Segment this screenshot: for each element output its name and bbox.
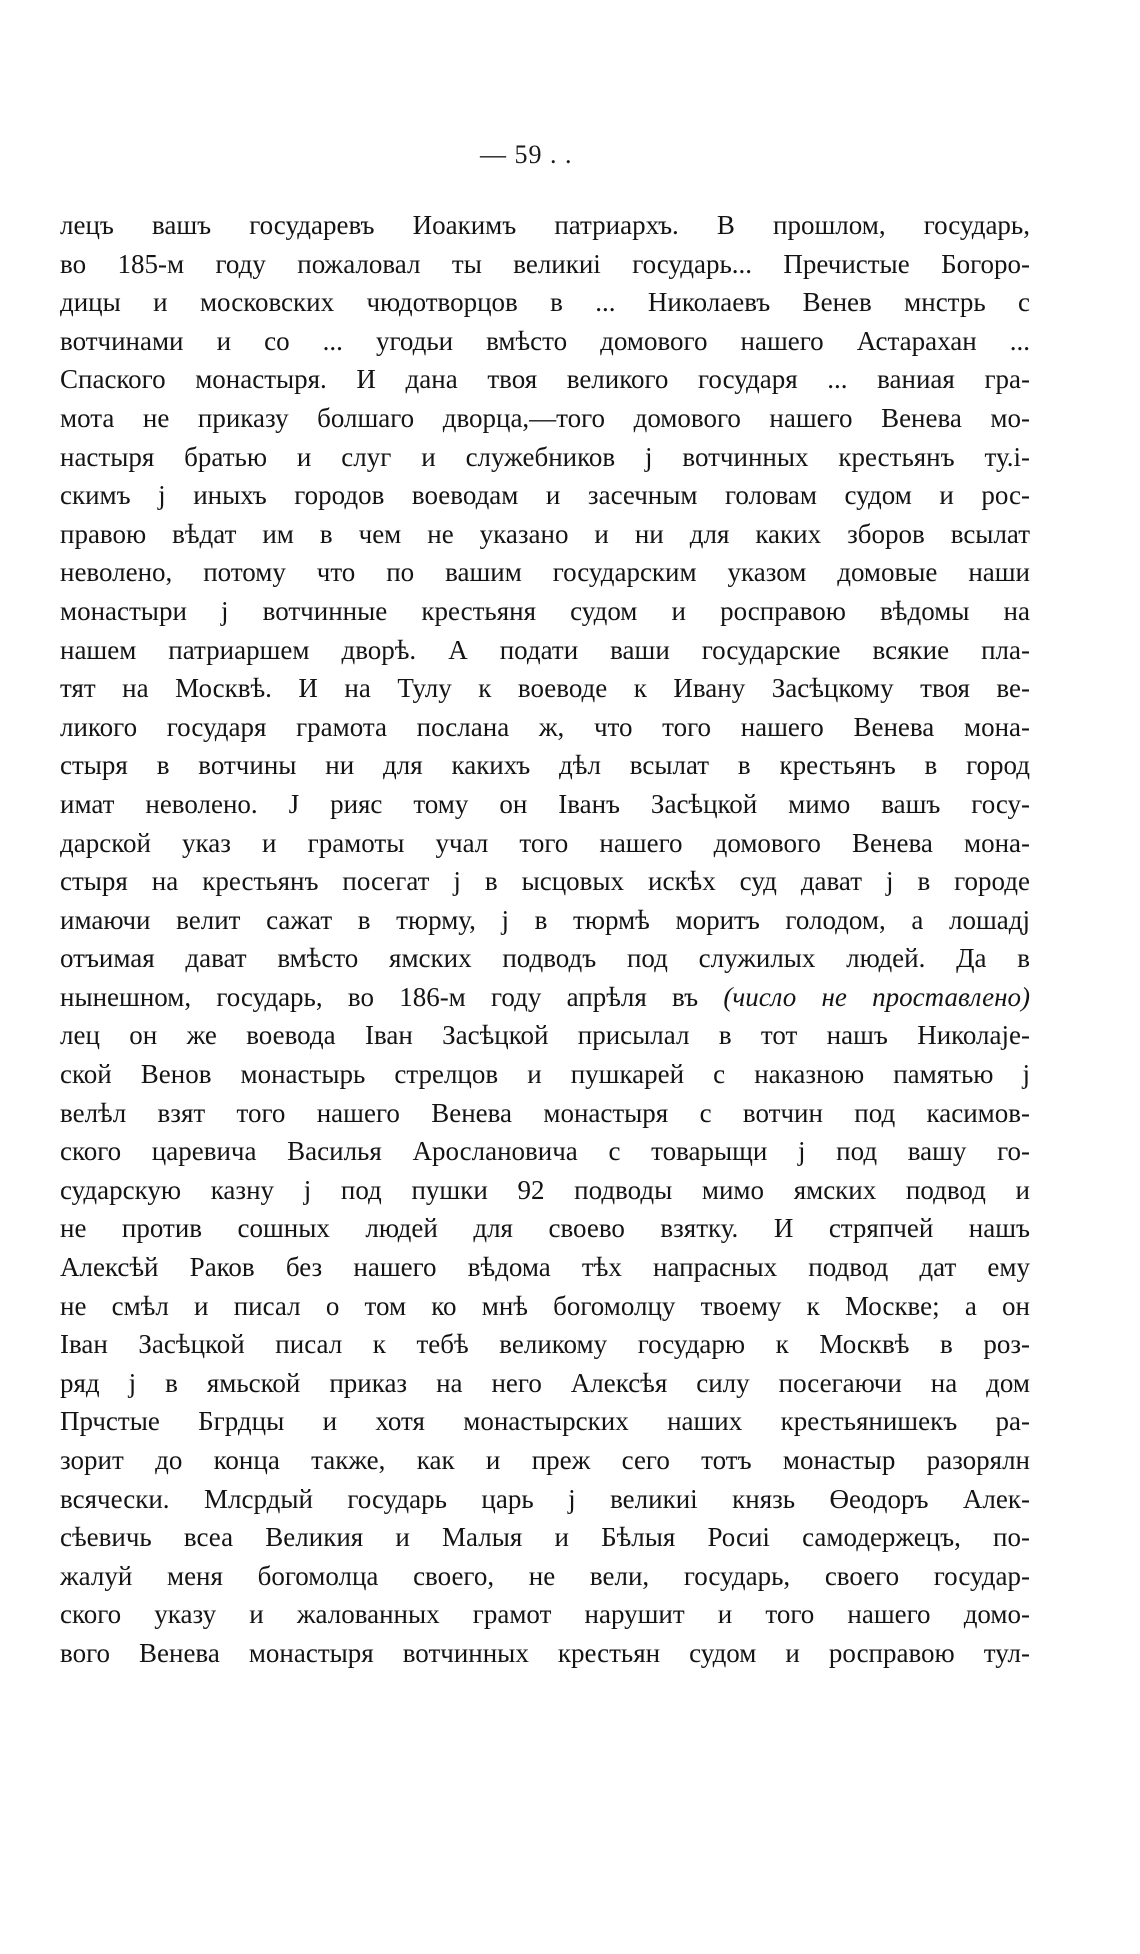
text-line: имат неволено. Ј рияс тому он Іванъ Засѣцкой мимо вашъ госу- <box>60 788 1030 819</box>
text-line: тят на Москвѣ. И на Тулу к воеводе к Ивану Засѣцкому твоя ве- <box>60 673 1030 704</box>
text-line: Спаского монастыря. И дана твоя великого государя ... ваниая гра- <box>60 364 1030 395</box>
body-text <box>60 206 1030 1673</box>
text-line: настыря братью и слуг и служебников ј вотчинных крестьянъ ту.і- <box>60 441 1030 472</box>
text-line: стыря на крестьянъ посегат ј в ысцовых искѣх суд дават ј в городе <box>60 866 1030 897</box>
text-line: сударскую казну ј под пушки 92 подводы мимо ямских подвод и <box>60 1174 1030 1205</box>
text-line: во 185-м году пожаловал ты великиі государь... Пречистые Богоро- <box>60 248 1030 279</box>
text-line: вотчинами и со ... угодьи вмѣсто домового нашего Астарахан ... <box>60 325 1030 356</box>
text-line: сѣевичь всеа Великия и Малыя и Бѣлыя Росиі самодержецъ, по- <box>60 1522 1030 1553</box>
text-line: скимъ ј иныхъ городов воеводам и засечным головам судом и рос- <box>60 480 1030 511</box>
editorial-note: (число не проставлено) <box>723 981 1030 1012</box>
text-line: дицы и московских чюдотворцов в ... Николаевъ Венев мнстрь с <box>60 287 1030 318</box>
text-line: отъимая дават вмѣсто ямских подводъ под служилых людей. Да в <box>60 943 1030 974</box>
text-line: ского указу и жалованных грамот нарушит и того нашего домо- <box>60 1599 1030 1630</box>
text-line: ряд ј в ямьской приказ на него Алексѣя силу посегаючи на дом <box>60 1367 1030 1398</box>
text-line: ского царевича Василья Арослановича с товарыщи ј под вашу го- <box>60 1136 1030 1167</box>
text-line: жалуй меня богомолца своего, не вели, государь, своего государ- <box>60 1560 1030 1591</box>
text-line: лец он же воевода Іван Засѣцкой присылал в тот нашъ Николаје- <box>60 1020 1030 1051</box>
text-line: не смѣл и писал о том ко мнѣ богомолцу твоему к Москве; а он <box>60 1290 1030 1321</box>
text-line: Іван Засѣцкой писал к тебѣ великому государю к Москвѣ в роз- <box>60 1329 1030 1360</box>
text-line: всячески. Млсрдый государь царь ј великиі князь Өеодоръ Алек- <box>60 1483 1030 1514</box>
text-line: правою вѣдат им в чем не указано и ни для каких зборов всылат <box>60 518 1030 549</box>
text-line: стыря в вотчины ни для какихъ дѣл всылат в крестьянъ в город <box>60 750 1030 781</box>
text-line: лецъ вашъ государевъ Иоакимъ патриархъ. В прошлом, государь, <box>60 210 1030 240</box>
text-line-with-note <box>60 978 1030 1017</box>
text-line: велѣл взят того нашего Венева монастыря с вотчин под касимов- <box>60 1097 1030 1128</box>
text-line: неволено, потому что по вашим государским указом домовые наши <box>60 557 1030 588</box>
text-line: ской Венов монастырь стрелцов и пушкарей с наказною памятью ј <box>60 1059 1030 1090</box>
text-line: имаючи велит сажат в тюрму, ј в тюрмѣ моритъ голодом, а лошадј <box>60 904 1030 935</box>
page-number: — 59 . . <box>480 140 573 169</box>
text-line: дарской указ и грамоты учал того нашего домового Венева мона- <box>60 827 1030 858</box>
text-line: не против сошных людей для своево взятку. И стряпчей нашъ <box>60 1213 1030 1244</box>
text-line: Прчстые Бгрдцы и хотя монастырских наших крестьянишекъ ра- <box>60 1406 1030 1437</box>
text-line: ликого государя грамота послана ж, что того нашего Венева мона- <box>60 711 1030 742</box>
text-line: нашем патриаршем дворѣ. А подати ваши государские всякие пла- <box>60 634 1030 665</box>
text-line-part: нынешном, государь, во 186-м году апрѣля въ <box>60 981 699 1012</box>
text-line: мота не приказу болшаго дворца,—того домового нашего Венева мо- <box>60 402 1030 433</box>
text-line: монастыри ј вотчинные крестьяня судом и росправою вѣдомы на <box>60 595 1030 626</box>
text-line: Алексѣй Раков без нашего вѣдома тѣх напрасных подвод дат ему <box>60 1252 1030 1283</box>
text-line: зорит до конца также, как и преж сего тотъ монастыр разорялн <box>60 1445 1030 1475</box>
text-line: вого Венева монастыря вотчинных крестьян судом и росправою тул- <box>60 1637 1030 1668</box>
